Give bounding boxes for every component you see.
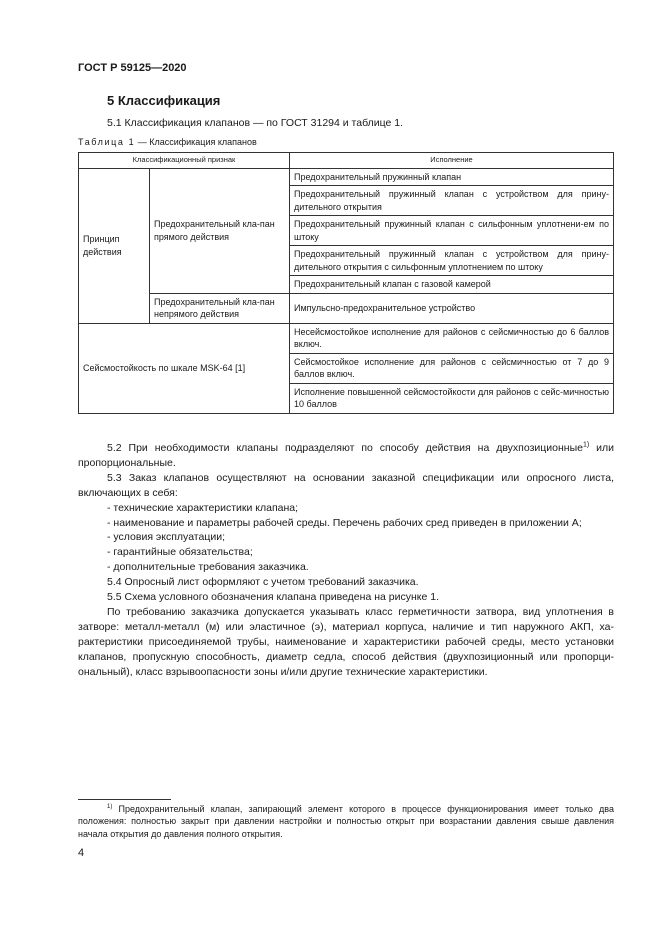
table-caption-title: — Классификация клапанов xyxy=(135,137,257,147)
table-cell: Исполнение повышенной сейсмостойкости для районов с сейс-мичностью 10 баллов xyxy=(290,383,614,413)
paragraph-5-5: 5.5 Схема условного обозначения клапана приведена на рисунке 1. xyxy=(107,591,439,604)
paragraph-5-4: 5.4 Опросный лист оформляют с учетом требований заказчика. xyxy=(107,576,419,589)
table-cell: Предохранительный пружинный клапан с устройством для прину-дительного открытия xyxy=(290,186,614,216)
table-cell: Предохранительный пружинный клапан с сильфонным уплотнени-ем по штоку xyxy=(290,216,614,246)
table-row xyxy=(79,168,614,186)
list-item: - технические характеристики клапана; xyxy=(107,501,299,514)
paragraph-5-2 xyxy=(78,441,614,471)
table-row xyxy=(79,323,614,353)
paragraph-request: По требованию заказчика допускается указывать класс герметичности затвора, вид уплотнения в затворе: металл-металл (м) или эластичное (э), материал корпуса, наличие и тип наружного АКП, ха-рактеристики присоединяемой трубы, наименование и характеристики рабочей среды, место установки клапанов, пропускную способность, диаметр седла, способ действия (двухпозиционный или пропорци-ональный), класс взрывоопасности зоны и/или другие технические характеристики. xyxy=(78,605,614,678)
footnote-divider xyxy=(78,799,171,800)
footnote-text: Предохранительный клапан, запирающий элемент которого в процессе функционирования имеет только два положения: полностью закрыт при давлении настройки и полностью открыт при возрастании давления свыше давления начала открытия до давления полного открытия. xyxy=(78,804,614,839)
standard-code: ГОСТ Р 59125—2020 xyxy=(78,62,187,74)
footnote-reference: 1) xyxy=(582,441,590,449)
table-cell: Предохранительный клапан с газовой камерой xyxy=(290,276,614,294)
header-feature: Классификационный признак xyxy=(79,153,290,169)
section-title: 5 Классификация xyxy=(107,93,221,108)
list-item: - дополнительные требования заказчика. xyxy=(107,561,309,574)
classification-table xyxy=(78,152,614,414)
footnote-mark: 1) xyxy=(107,804,113,810)
table-cell: Несейсмостойкое исполнение для районов с сейсмичностью до 6 баллов включ. xyxy=(290,323,614,353)
subgroup-direct: Предохранительный кла-пан прямого действия xyxy=(150,168,290,293)
list-item: - наименование и параметры рабочей среды. Перечень рабочих сред приведен в приложении А; xyxy=(107,516,582,529)
group-seismic: Сейсмостойкость по шкале MSK-64 [1] xyxy=(79,323,290,413)
subgroup-indirect: Предохранительный кла-пан непрямого действия xyxy=(150,293,290,323)
group-principle: Принцип действия xyxy=(79,168,150,323)
body-text xyxy=(78,441,614,680)
table-cell: Предохранительный пружинный клапан xyxy=(290,168,614,186)
table-cell: Импульсно-предохранительное устройство xyxy=(290,293,614,323)
paragraph-5-1: 5.1 Классификация клапанов — по ГОСТ 31294 и таблице 1. xyxy=(107,117,404,129)
header-execution: Исполнение xyxy=(290,153,614,169)
paragraph-5-3: 5.3 Заказ клапанов осуществляют на основании заказной спецификации или опросного листа, включающих в себя: xyxy=(78,471,614,499)
table-header-row xyxy=(79,153,614,169)
list-item: - гарантийные обязательства; xyxy=(107,546,253,559)
paragraph-5-2-tail: или пропорциональные. xyxy=(78,442,614,469)
page-number: 4 xyxy=(78,847,85,859)
table-caption xyxy=(78,137,257,147)
table-cell: Сейсмостойкое исполнение для районов с сейсмичностью от 7 до 9 баллов включ. xyxy=(290,353,614,383)
table-cell: Предохранительный пружинный клапан с устройством для прину-дительного открытия с сильфонным уплотнением по штоку xyxy=(290,246,614,276)
table-caption-prefix: Таблица 1 xyxy=(78,137,136,147)
list-item: - условия эксплуатации; xyxy=(107,531,225,544)
paragraph-5-2-text: 5.2 При необходимости клапаны подразделяют по способу действия на двухпозиционные xyxy=(107,442,583,454)
footnote xyxy=(78,803,614,840)
table-row xyxy=(79,293,614,323)
